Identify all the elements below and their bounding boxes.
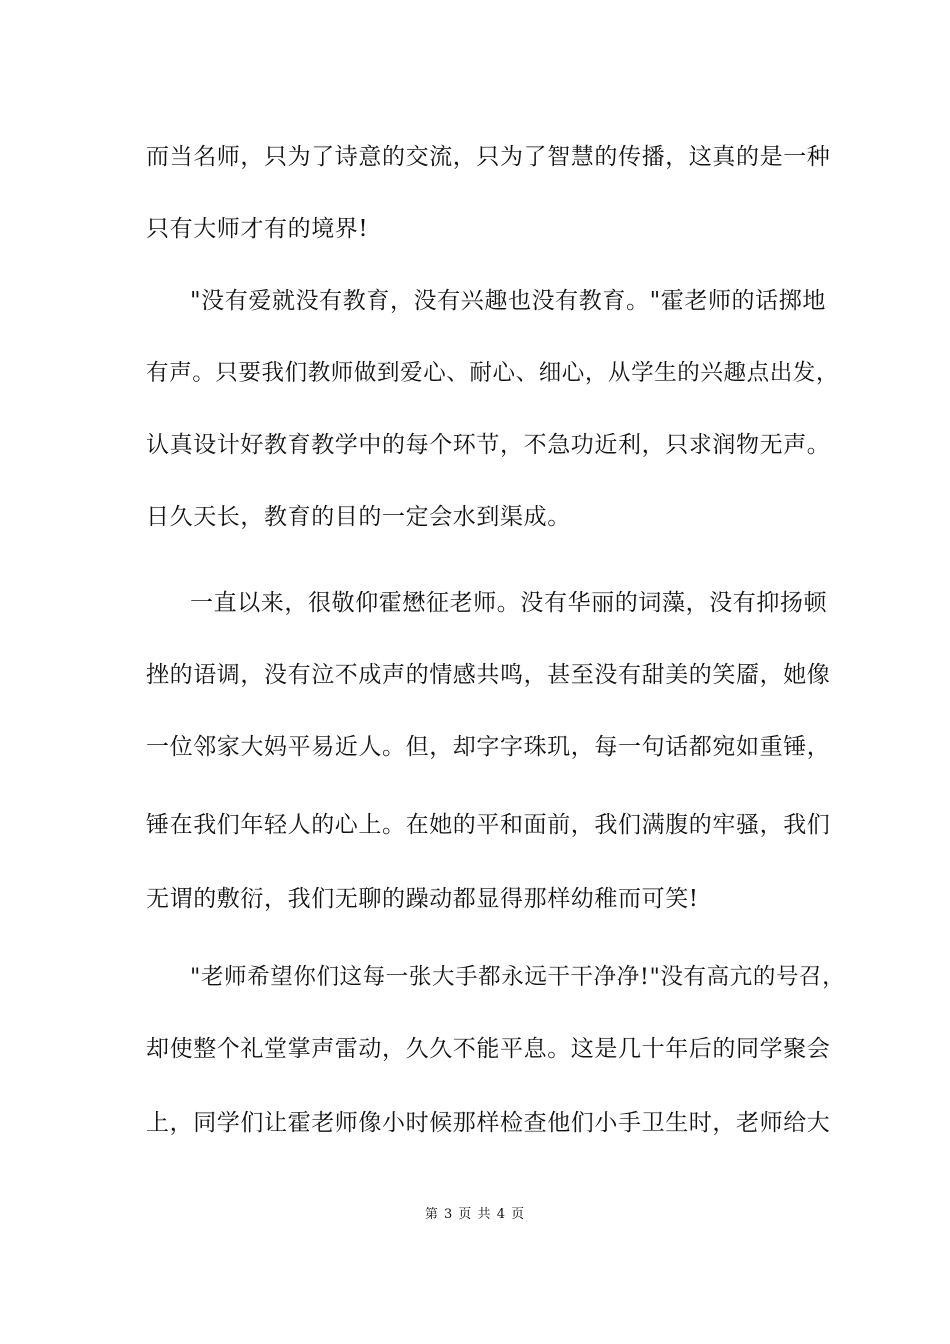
text-line-2: 只有大师才有的境界! (146, 216, 369, 242)
text-line-5: 认真设计好教育教学中的每个环节，不急功近利，只求润物无声。 (146, 432, 831, 458)
text-line-11: 无谓的敷衍，我们无聊的躁动都显得那样幼稚而可笑! (146, 886, 699, 912)
text-line-14: 上，同学们让霍老师像小时候那样检查他们小手卫生时，老师给大 (146, 1110, 831, 1136)
text-line-9: 一位邻家大妈平易近人。但，却字字珠玑，每一句话都宛如重锤， (146, 734, 831, 760)
text-line-1: 而当名师，只为了诗意的交流，只为了智慧的传播，这真的是一种 (146, 144, 831, 170)
text-line-8: 挫的语调，没有泣不成声的情感共鸣，甚至没有甜美的笑靥，她像 (146, 662, 831, 688)
text-line-13: 却使整个礼堂掌声雷动，久久不能平息。这是几十年后的同学聚会 (146, 1036, 831, 1062)
text-line-7: 一直以来，很敬仰霍懋征老师。没有华丽的词藻，没有抑扬顿 (190, 590, 828, 616)
page-footer: 第 3 页 共 4 页 (424, 1207, 526, 1222)
text-line-6: 日久天长，教育的目的一定会水到渠成。 (146, 504, 571, 530)
text-line-4: 有声。只要我们教师做到爱心、耐心、细心，从学生的兴趣点出发， (146, 360, 840, 386)
text-line-10: 锤在我们年轻人的心上。在她的平和面前，我们满腹的牢骚，我们 (146, 812, 831, 838)
text-line-12: "老师希望你们这每一张大手都永远干干净净!"没有高亢的号召， (190, 964, 846, 990)
text-line-3: "没有爱就没有教育，没有兴趣也没有教育。"霍老师的话掷地 (190, 288, 826, 314)
